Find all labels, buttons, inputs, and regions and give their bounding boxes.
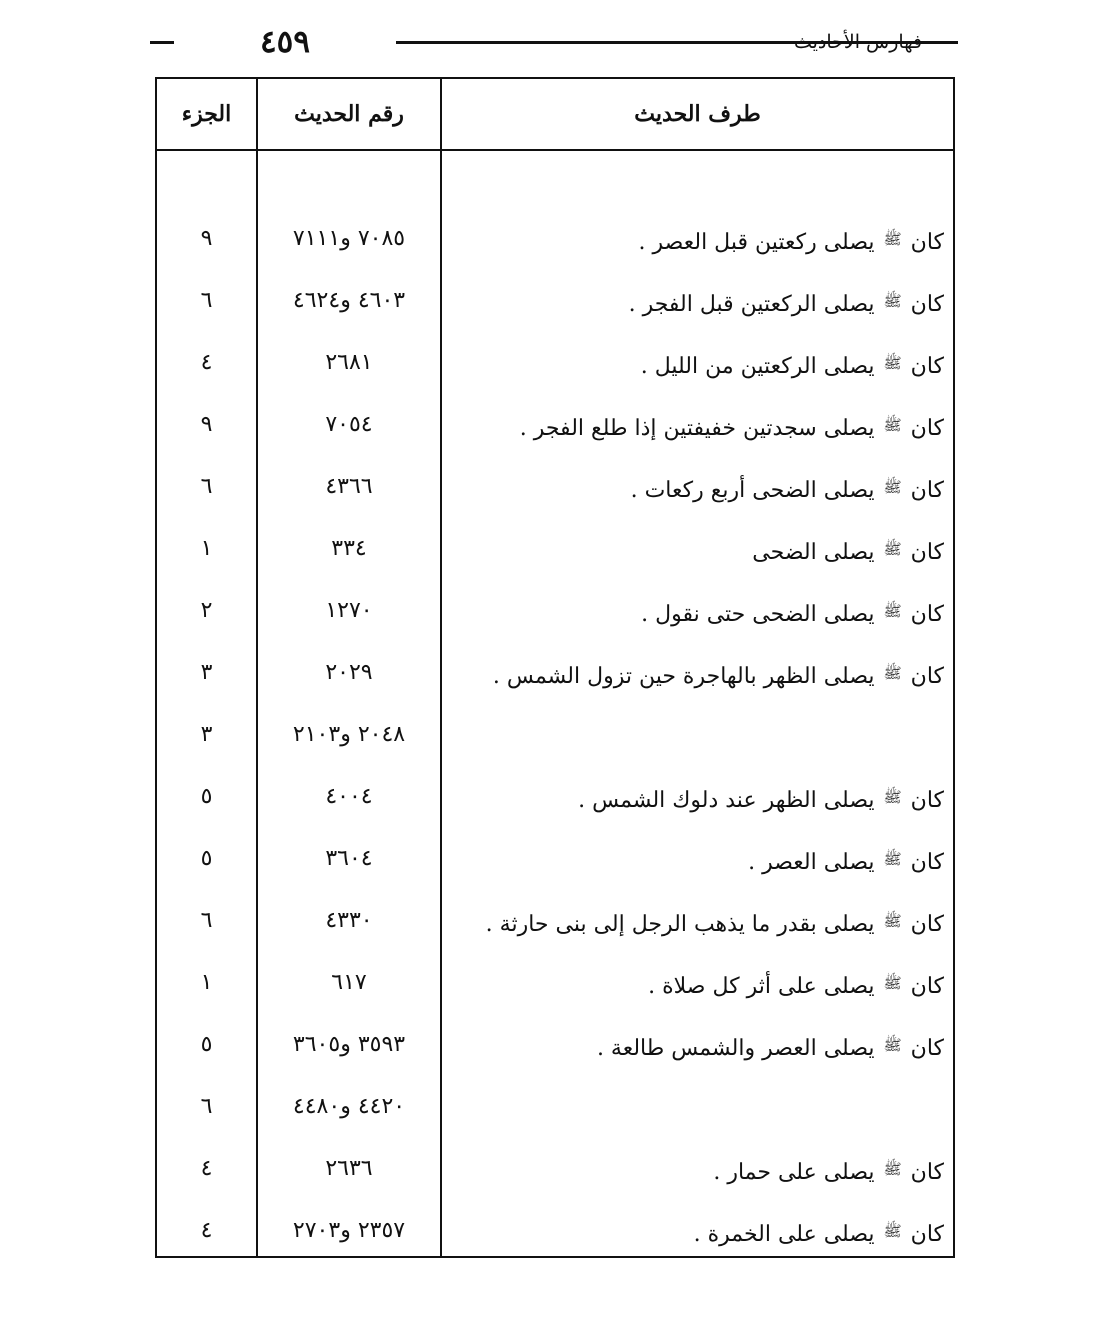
hadith-phrase: يصلى الركعتين قبل الفجر .: [628, 292, 875, 317]
hadith-prefix: كان: [910, 354, 944, 379]
honorific-ligature: ﷺ: [883, 664, 902, 682]
running-header: [150, 22, 962, 62]
hadith-text-cell: [442, 890, 944, 952]
hadith-text-cell: [442, 1200, 944, 1262]
volume-cell: ١: [200, 970, 213, 995]
hadith-text-cell: [442, 394, 944, 456]
hadith-prefix: كان: [910, 1160, 944, 1185]
hadith-prefix: كان: [910, 292, 944, 317]
table-row: [157, 1200, 953, 1262]
hadith-text-cell: [442, 332, 944, 394]
table-row: [157, 890, 953, 952]
hadith-prefix: كان: [910, 478, 944, 503]
hadith-phrase: يصلى الضحى حتى نقول .: [641, 602, 875, 627]
hadith-prefix: كان: [910, 788, 944, 813]
hadith-text-cell: [442, 580, 944, 642]
volume-cell: ٢: [200, 598, 213, 623]
hadith-phrase: يصلى ركعتين قبل العصر .: [638, 230, 875, 255]
table-row: [157, 766, 953, 828]
honorific-ligature: ﷺ: [883, 354, 902, 372]
honorific-ligature: ﷺ: [883, 478, 902, 496]
table-row: [157, 1138, 953, 1200]
hadith-text-cell: [442, 1138, 944, 1200]
header-rule-right: [932, 41, 958, 44]
hadith-text-cell: [442, 952, 944, 1014]
hadith-index-table: [155, 77, 955, 1258]
hadith-phrase: يصلى على الخمرة .: [693, 1222, 875, 1247]
table-row: [157, 1076, 953, 1138]
hadith-phrase: يصلى العصر والشمس طالعة .: [596, 1036, 875, 1061]
header-divider: [157, 149, 953, 151]
table-row: [157, 270, 953, 332]
honorific-ligature: ﷺ: [883, 230, 902, 248]
hadith-text-cell: [442, 270, 944, 332]
column-header-hadith-text: طرف الحديث: [634, 101, 761, 127]
hadith-prefix: كان: [910, 416, 944, 441]
honorific-ligature: ﷺ: [883, 1036, 902, 1054]
volume-cell: ٩: [200, 226, 213, 251]
volume-cell: ٦: [200, 1094, 213, 1119]
hadith-text-cell: [442, 208, 944, 270]
volume-cell: ٤: [200, 1218, 213, 1243]
honorific-ligature: ﷺ: [883, 292, 902, 310]
hadith-number-cell: ٢٦٨١: [325, 350, 373, 375]
hadith-prefix: كان: [910, 1036, 944, 1061]
honorific-ligature: ﷺ: [883, 850, 902, 868]
table-row: [157, 952, 953, 1014]
table-row: [157, 1014, 953, 1076]
section-title: فهارس الأحاديث: [793, 31, 923, 53]
hadith-number-cell: ٣٣٤: [331, 536, 367, 561]
table-row: [157, 456, 953, 518]
volume-cell: ٥: [200, 1032, 213, 1057]
hadith-number-cell: ٣٥٩٣ و٣٦٠٥: [292, 1032, 406, 1057]
hadith-text-cell: [442, 456, 944, 518]
honorific-ligature: ﷺ: [883, 1160, 902, 1178]
hadith-phrase: يصلى بقدر ما يذهب الرجل إلى بنى حارثة .: [485, 912, 875, 937]
hadith-number-cell: ٦١٧: [331, 970, 367, 995]
hadith-prefix: كان: [910, 540, 944, 565]
volume-cell: ٣: [200, 660, 213, 685]
hadith-text-cell: [442, 828, 944, 890]
hadith-number-cell: ٧٠٥٤: [325, 412, 373, 437]
volume-cell: ١: [200, 536, 213, 561]
hadith-number-cell: ٤٤٢٠ و٤٤٨٠: [292, 1094, 406, 1119]
table-row: [157, 580, 953, 642]
honorific-ligature: [940, 1098, 944, 1116]
hadith-number-cell: ٤٣٦٦: [325, 474, 373, 499]
hadith-number-cell: ٧٠٨٥ و٧١١١: [292, 226, 406, 251]
hadith-number-cell: ٢٠٤٨ و٢١٠٣: [292, 722, 406, 747]
hadith-phrase: يصلى الضحى: [752, 540, 875, 565]
honorific-ligature: ﷺ: [883, 788, 902, 806]
hadith-prefix: كان: [910, 974, 944, 999]
hadith-number-cell: ٤٠٠٤: [325, 784, 373, 809]
hadith-text-cell: [442, 642, 944, 704]
hadith-number-cell: ٤٣٣٠: [325, 908, 373, 933]
volume-cell: ٣: [200, 722, 213, 747]
hadith-phrase: يصلى على حمار .: [713, 1160, 875, 1185]
volume-cell: ٦: [200, 908, 213, 933]
honorific-ligature: ﷺ: [883, 540, 902, 558]
hadith-text-cell: [442, 1076, 944, 1138]
volume-cell: ٦: [200, 288, 213, 313]
page-number: ٤٥٩: [260, 24, 310, 60]
table-row: [157, 642, 953, 704]
hadith-prefix: كان: [910, 230, 944, 255]
honorific-ligature: ﷺ: [883, 416, 902, 434]
volume-cell: ٤: [200, 1156, 213, 1181]
honorific-ligature: ﷺ: [883, 912, 902, 930]
hadith-prefix: كان: [910, 912, 944, 937]
hadith-phrase: يصلى على أثر كل صلاة .: [648, 974, 875, 999]
hadith-text-cell: [442, 1014, 944, 1076]
hadith-number-cell: ١٢٧٠: [325, 598, 373, 623]
hadith-phrase: يصلى الظهر بالهاجرة حين تزول الشمس .: [492, 664, 875, 689]
table-row: [157, 208, 953, 270]
volume-cell: ٤: [200, 350, 213, 375]
volume-cell: ٩: [200, 412, 213, 437]
honorific-ligature: [940, 726, 944, 744]
volume-cell: ٦: [200, 474, 213, 499]
hadith-text-cell: [442, 518, 944, 580]
table-row: [157, 332, 953, 394]
hadith-phrase: يصلى سجدتين خفيفتين إذا طلع الفجر .: [519, 416, 875, 441]
hadith-text-cell: [442, 704, 944, 766]
header-rule-left: [150, 41, 174, 44]
honorific-ligature: ﷺ: [883, 1222, 902, 1240]
hadith-phrase: يصلى العصر .: [748, 850, 875, 875]
honorific-ligature: ﷺ: [883, 602, 902, 620]
hadith-prefix: كان: [910, 1222, 944, 1247]
hadith-number-cell: ٢٣٥٧ و٢٧٠٣: [292, 1218, 406, 1243]
volume-cell: ٥: [200, 846, 213, 871]
column-header-volume: الجزء: [181, 101, 232, 127]
hadith-phrase: يصلى الركعتين من الليل .: [640, 354, 875, 379]
hadith-text-cell: [442, 766, 944, 828]
hadith-number-cell: ٣٦٠٤: [325, 846, 373, 871]
hadith-prefix: كان: [910, 602, 944, 627]
hadith-number-cell: ٢٦٣٦: [325, 1156, 373, 1181]
column-header-hadith-number: رقم الحديث: [294, 101, 404, 127]
volume-cell: ٥: [200, 784, 213, 809]
table-row: [157, 704, 953, 766]
hadith-prefix: كان: [910, 664, 944, 689]
hadith-number-cell: ٢٠٢٩: [325, 660, 373, 685]
table-row: [157, 394, 953, 456]
hadith-prefix: كان: [910, 850, 944, 875]
table-row: [157, 518, 953, 580]
hadith-number-cell: ٤٦٠٣ و٤٦٢٤: [292, 288, 406, 313]
hadith-phrase: يصلى الظهر عند دلوك الشمس .: [578, 788, 875, 813]
honorific-ligature: ﷺ: [883, 974, 902, 992]
hadith-phrase: يصلى الضحى أربع ركعات .: [630, 478, 875, 503]
table-row: [157, 828, 953, 890]
